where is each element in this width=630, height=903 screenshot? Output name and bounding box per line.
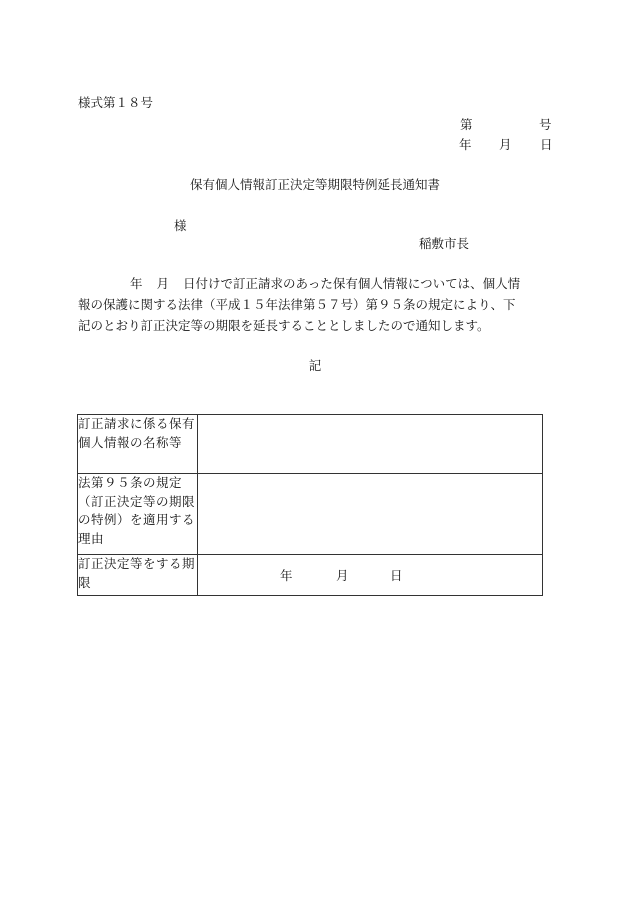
table-row: [78, 474, 543, 555]
row-value-deadline: [198, 555, 543, 596]
date-day-label: 日: [540, 137, 553, 152]
row-label-reason: 法第９５条の規定（訂正決定等の期限の特例）を適用する理由: [78, 474, 198, 555]
deadline-year: 年: [280, 568, 293, 583]
doc-number-prefix: 第: [460, 117, 473, 132]
body-paragraph: [78, 273, 554, 336]
body-year: 年: [130, 276, 143, 291]
doc-number-suffix: 号: [539, 117, 552, 132]
sender-name: 稲敷市長: [419, 236, 470, 251]
date-month-label: 月: [499, 137, 512, 152]
body-line-3: 記のとおり訂正決定等の期限を延長することとしましたので通知します。: [78, 318, 490, 333]
deadline-month: 月: [336, 568, 349, 583]
table-row: [78, 415, 543, 474]
row-label-info-name: 訂正請求に係る保有個人情報の名称等: [78, 415, 198, 474]
info-table: [77, 414, 543, 596]
table-row: [78, 555, 543, 596]
body-line-2: 報の保護に関する法律（平成１５年法律第５７号）第９５条の規定により、下: [78, 297, 516, 312]
body-month: 月: [156, 276, 170, 291]
form-number: 様式第１８号: [78, 95, 154, 110]
row-value-reason: [198, 474, 543, 555]
row-label-deadline: 訂正決定等をする期限: [78, 555, 198, 596]
date-year-label: 年: [459, 137, 472, 152]
body-line-1-text: 日付けで訂正請求のあった保有個人情報については、個人情: [183, 276, 521, 291]
body-line-1: [78, 273, 554, 294]
deadline-date: [198, 566, 542, 584]
document-title: 保有個人情報訂正決定等期限特例延長通知書: [189, 177, 440, 192]
ki-heading: 記: [308, 358, 322, 373]
deadline-day: 日: [390, 568, 403, 583]
addressee-suffix: 様: [174, 218, 187, 233]
row-value-info-name: [198, 415, 543, 474]
